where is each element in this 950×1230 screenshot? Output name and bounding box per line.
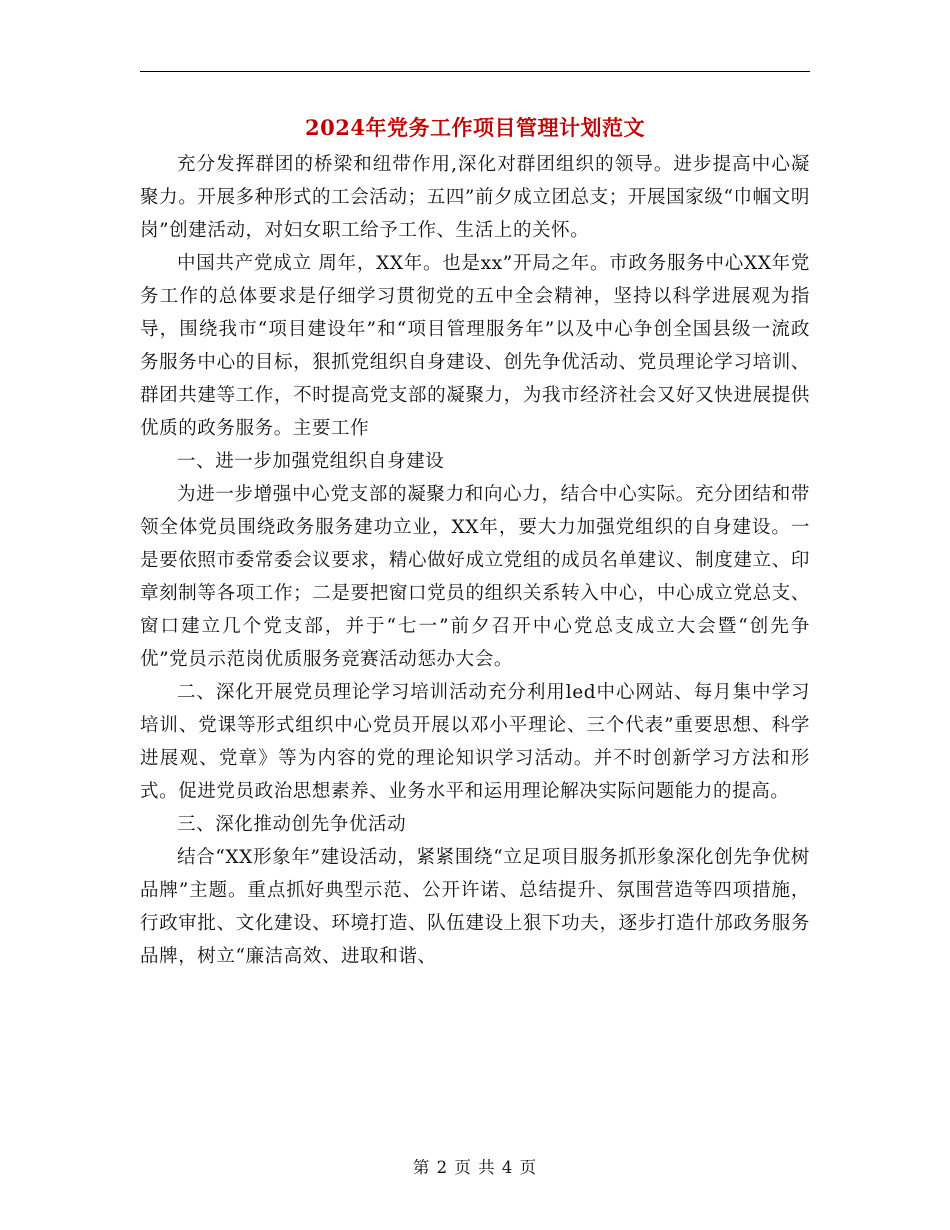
document-title: 2024年党务工作项目管理计划范文 — [305, 115, 645, 140]
page-number-footer: 第 2 页 共 4 页 — [412, 1158, 538, 1177]
paragraph-1: 充分发挥群团的桥梁和纽带作用,深化对群团组织的领导。进步提高中心凝聚力。开展多种形式的工会活动；五四”前夕成立团总支；开展国家级“巾帼文明岗”创建活动，对妇女职工给予工作、生活上的关怀。 — [140, 154, 810, 241]
section-heading-1: 一、进一步加强党组织自身建设 — [177, 451, 445, 472]
paragraph-2: 中国共产党成立 周年，XX年。也是xx”开局之年。市政务服务中心XX年党务工作的总体要求是仔细学习贯彻党的五中全会精神，坚持以科学进展观为指导，围绕我市“项目建设年”和“项目管理服务年”以及中心争创全国县级一流政务服务中心的目标，狠抓党组织自身建设、创先争优活动、党员理论学习培训、群团共建等工作，不时提高党支部的凝聚力，为我市经济社会又好又快进展提供优质的政务服务。主要工作 — [140, 253, 810, 439]
paragraph-3: 为进一步增强中心党支部的凝聚力和向心力，结合中心实际。充分团结和带领全体党员围绕政务服务建功立业，XX年，要大力加强党组织的自身建设。一是要依照市委常委会议要求，精心做好成立党组的成员名单建议、制度建立、印章刻制等各项工作；二是要把窗口党员的组织关系转入中心，中心成立党总支、窗口建立几个党支部，并于“七一”前夕召开中心党总支成立大会暨“创先争优”党员示范岗优质服务竞赛活动惩办大会。 — [140, 484, 810, 670]
section-heading-3: 三、深化推动创先争优活动 — [177, 814, 407, 835]
header-rule — [140, 71, 810, 72]
paragraph-4: 二、深化开展党员理论学习培训活动充分利用led中心网站、每月集中学习培训、党课等形式组织中心党员开展以邓小平理论、三个代表”重要思想、科学进展观、党章》等为内容的党的理论知识学习活动。并不时创新学习方法和形式。促进党员政治思想素养、业务水平和运用理论解决实际问题能力的提高。 — [140, 682, 810, 802]
document-body — [140, 148, 810, 973]
paragraph-5: 结合“XX形象年”建设活动，紧紧围绕“立足项目服务抓形象深化创先争优树品牌”主题。重点抓好典型示范、公开许诺、总结提升、氛围营造等四项措施，行政审批、文化建设、环境打造、队伍建设上狠下功夫，逐步打造什邡政务服务品牌，树立“廉洁高效、进取和谐、 — [140, 847, 810, 967]
